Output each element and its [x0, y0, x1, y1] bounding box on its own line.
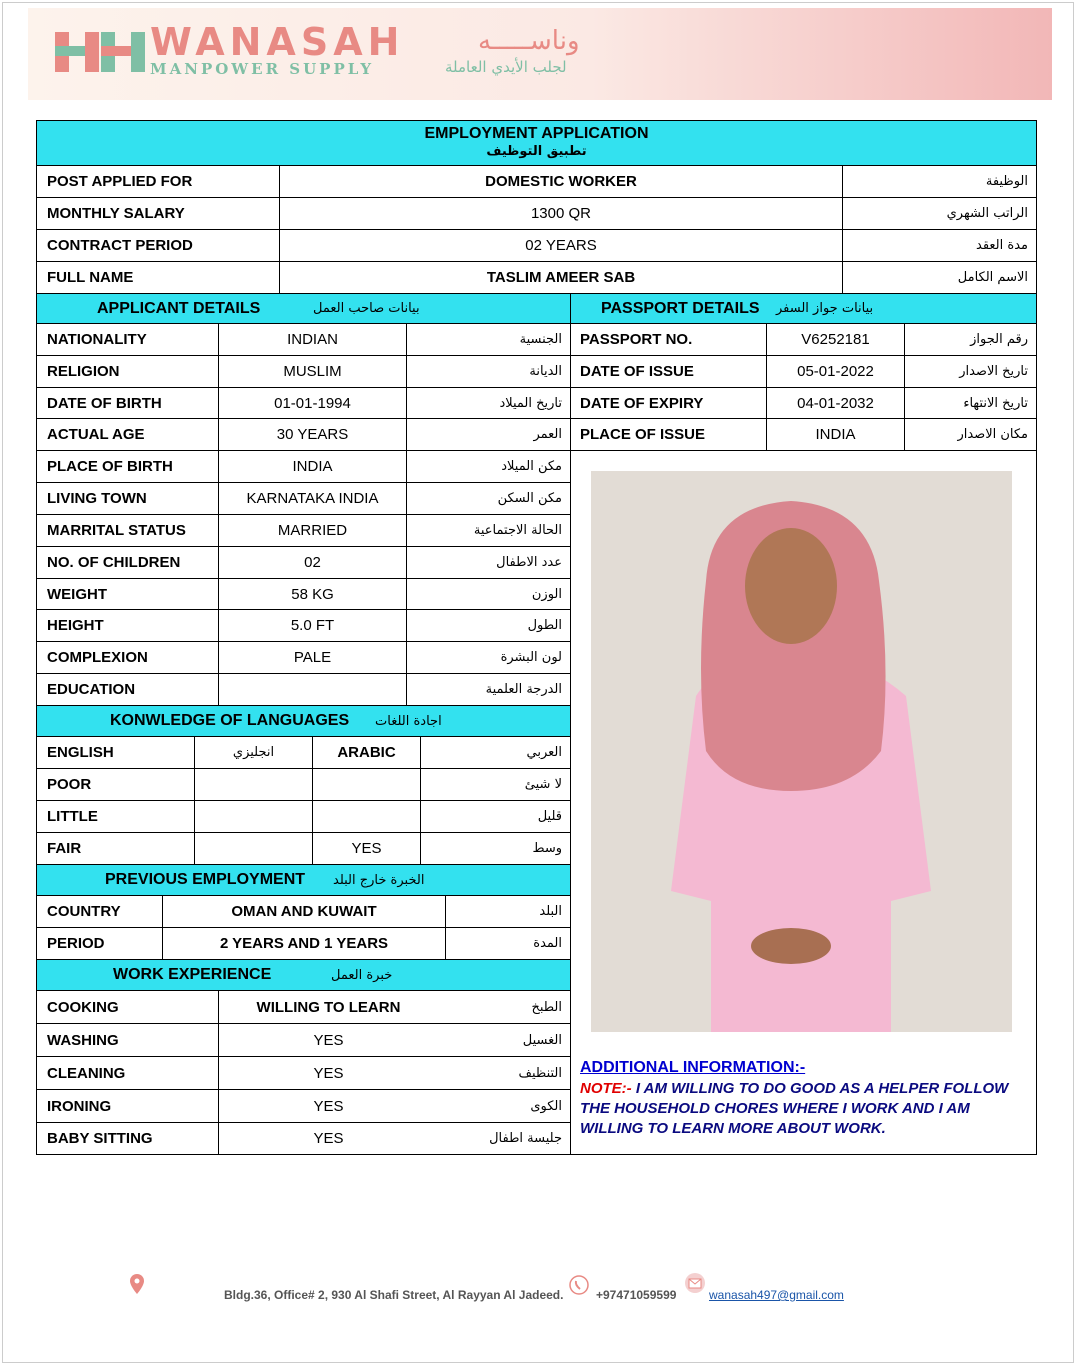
post-label: POST APPLIED FOR	[37, 165, 279, 197]
applicant-row-label: DATE OF BIRTH	[37, 387, 218, 418]
brand-tagline-en: MANPOWER SUPPLY	[150, 60, 375, 78]
brand-name-en: WANASAH	[150, 20, 405, 64]
form-title-en: EMPLOYMENT APPLICATION	[424, 125, 649, 142]
applicant-row-label: COMPLEXION	[37, 641, 218, 673]
lang-row-arabic	[312, 800, 420, 832]
applicant-title-ar: بيانات صاحب العمل	[313, 301, 420, 316]
passport-header	[570, 293, 1036, 323]
footer	[0, 1270, 1078, 1310]
experience-row-label: WASHING	[37, 1023, 218, 1056]
salary-ar: الراتب الشهري	[842, 197, 1036, 229]
previous-header	[37, 864, 570, 895]
languages-title-en: KONWLEDGE OF LANGUAGES	[110, 712, 350, 729]
brand-tagline-ar: لجلب الأيدي العاملة	[445, 58, 567, 76]
experience-row-value: YES	[218, 1023, 438, 1056]
passport-row-label: DATE OF ISSUE	[570, 355, 766, 387]
applicant-row-label: ACTUAL AGE	[37, 418, 218, 450]
applicant-row-ar: تاريخ الميلاد	[406, 387, 570, 418]
employment-form	[36, 120, 1037, 1155]
applicant-row-value: INDIAN	[218, 323, 406, 355]
previous-title-ar: الخبرة خارج البلد	[333, 872, 425, 888]
experience-row-label: BABY SITTING	[37, 1122, 218, 1154]
experience-title-en: WORK EXPERIENCE	[113, 966, 272, 983]
passport-row-value: 05-01-2022	[766, 355, 904, 387]
note-text: I AM WILLING TO DO GOOD AS A HELPER FOLLOW THE HOUSEHOLD CHORES WHERE I WORK AND I AM WILLING TO LEARN MORE ABOUT WORK.	[580, 1080, 1009, 1137]
applicant-row-ar: الوزن	[406, 578, 570, 609]
applicant-row-ar: لون البشرة	[406, 641, 570, 673]
contract-ar: مدة العقد	[842, 229, 1036, 261]
lang-arabic-ar: العربي	[420, 736, 570, 768]
experience-row-label: IRONING	[37, 1089, 218, 1122]
experience-row-label: CLEANING	[37, 1056, 218, 1089]
passport-row-ar: تاريخ الاصدار	[904, 355, 1036, 387]
lang-row-ar: قليل	[420, 800, 570, 832]
lang-row-arabic: YES	[312, 832, 420, 864]
lang-row-english	[194, 768, 312, 800]
lang-row-english	[194, 832, 312, 864]
passport-bottom-line	[570, 450, 1036, 451]
location-pin-icon	[129, 1274, 145, 1294]
applicant-row-label: NO. OF CHILDREN	[37, 546, 218, 578]
passport-row-ar: تاريخ الانتهاء	[904, 387, 1036, 418]
passport-row-ar: مكان الاصدار	[904, 418, 1036, 450]
applicant-row-ar: الطول	[406, 609, 570, 641]
applicant-photo-image	[591, 471, 1012, 1032]
applicant-row-ar: الجنسية	[406, 323, 570, 355]
experience-row-value: WILLING TO LEARN	[218, 990, 438, 1023]
languages-header	[37, 705, 570, 736]
passport-row-ar: رقم الجواز	[904, 323, 1036, 355]
applicant-row-ar: العمر	[406, 418, 570, 450]
applicant-row-value: 02	[218, 546, 406, 578]
applicant-row-label: RELIGION	[37, 355, 218, 387]
experience-row-ar: الطبخ	[438, 990, 570, 1023]
applicant-photo	[591, 471, 1012, 1032]
applicant-row-value: 01-01-1994	[218, 387, 406, 418]
passport-row-value: V6252181	[766, 323, 904, 355]
post-ar: الوظيفة	[842, 165, 1036, 197]
applicant-row-value: 30 YEARS	[218, 418, 406, 450]
applicant-header	[37, 293, 570, 323]
column-divider	[570, 323, 571, 1155]
applicant-row-ar: الديانة	[406, 355, 570, 387]
form-title-ar: تطبيق التوظيف	[486, 144, 587, 159]
previous-row-value: 2 YEARS AND 1 YEARS	[162, 927, 445, 959]
applicant-row-label: LIVING TOWN	[37, 482, 218, 514]
additional-info-title: ADDITIONAL INFORMATION:-	[580, 1059, 806, 1076]
passport-row-value: 04-01-2032	[766, 387, 904, 418]
footer-email[interactable]: wanasah497@gmail.com	[709, 1288, 844, 1302]
applicant-row-value: MARRIED	[218, 514, 406, 546]
form-title	[37, 121, 1036, 165]
languages-title-ar: اجادة اللغات	[375, 713, 442, 729]
experience-row-ar: جليسة اطفال	[438, 1122, 570, 1154]
passport-title-ar: بيانات جواز السفر	[776, 301, 874, 316]
lang-row-label: FAIR	[37, 832, 194, 864]
brand-name-ar: وناســـــه	[478, 26, 580, 56]
experience-title-ar: خبرة العمل	[331, 967, 393, 983]
previous-title-en: PREVIOUS EMPLOYMENT	[105, 871, 306, 888]
applicant-row-value: INDIA	[218, 450, 406, 482]
passport-title-en: PASSPORT DETAILS	[601, 299, 760, 317]
experience-row-label: COOKING	[37, 990, 218, 1023]
lang-row-label: LITTLE	[37, 800, 194, 832]
applicant-row-ar: الدرجة العلمية	[406, 673, 570, 705]
applicant-row-label: MARRITAL STATUS	[37, 514, 218, 546]
lang-row-arabic	[312, 768, 420, 800]
previous-row-label: PERIOD	[37, 927, 162, 959]
salary-value: 1300 QR	[279, 197, 842, 229]
applicant-row-value: KARNATAKA INDIA	[218, 482, 406, 514]
previous-row-value: OMAN AND KUWAIT	[162, 895, 445, 927]
lang-row-ar: لا شيئ	[420, 768, 570, 800]
lang-row-label: POOR	[37, 768, 194, 800]
experience-header	[37, 959, 570, 990]
applicant-row-value: 58 KG	[218, 578, 406, 609]
experience-row-value: YES	[218, 1056, 438, 1089]
applicant-row-ar: مكن الميلاد	[406, 450, 570, 482]
applicant-row-value: MUSLIM	[218, 355, 406, 387]
lang-english-label: ENGLISH	[37, 736, 194, 768]
applicant-row-value: PALE	[218, 641, 406, 673]
lang-english-ar: انجليزي	[194, 736, 312, 768]
note-label: NOTE:-	[580, 1080, 632, 1097]
salary-label: MONTHLY SALARY	[37, 197, 279, 229]
footer-phone[interactable]: +97471059599	[596, 1288, 677, 1302]
contract-value: 02 YEARS	[279, 229, 842, 261]
lang-arabic-label: ARABIC	[312, 736, 420, 768]
experience-row-value: YES	[218, 1122, 438, 1154]
name-label: FULL NAME	[37, 261, 279, 293]
applicant-row-value	[218, 673, 406, 705]
lang-row-english	[194, 800, 312, 832]
additional-info-note	[580, 1079, 1032, 1139]
experience-row-ar: التنظيف	[438, 1056, 570, 1089]
email-icon	[683, 1272, 707, 1294]
applicant-row-ar: مكن السكن	[406, 482, 570, 514]
experience-row-ar: الكوى	[438, 1089, 570, 1122]
applicant-row-label: NATIONALITY	[37, 323, 218, 355]
passport-row-label: DATE OF EXPIRY	[570, 387, 766, 418]
name-value: TASLIM AMEER SAB	[279, 261, 842, 293]
contract-label: CONTRACT PERIOD	[37, 229, 279, 261]
wanasah-logo-icon	[55, 28, 145, 73]
passport-row-label: PLACE OF ISSUE	[570, 418, 766, 450]
applicant-row-label: HEIGHT	[37, 609, 218, 641]
experience-row-ar: الغسيل	[438, 1023, 570, 1056]
previous-row-ar: البلد	[445, 895, 570, 927]
post-value: DOMESTIC WORKER	[279, 165, 842, 197]
applicant-row-ar: عدد الاطفال	[406, 546, 570, 578]
passport-row-value: INDIA	[766, 418, 904, 450]
applicant-row-value: 5.0 FT	[218, 609, 406, 641]
applicant-row-label: EDUCATION	[37, 673, 218, 705]
applicant-row-ar: الحالة الاجتماعية	[406, 514, 570, 546]
lang-row-ar: وسط	[420, 832, 570, 864]
experience-row-value: YES	[218, 1089, 438, 1122]
applicant-row-label: PLACE OF BIRTH	[37, 450, 218, 482]
previous-row-label: COUNTRY	[37, 895, 162, 927]
applicant-title-en: APPLICANT DETAILS	[97, 299, 261, 317]
passport-row-label: PASSPORT NO.	[570, 323, 766, 355]
phone-icon	[569, 1275, 589, 1295]
footer-address: Bldg.36, Office# 2, 930 Al Shafi Street, Al Rayyan Al Jadeed.	[224, 1288, 564, 1302]
applicant-row-label: WEIGHT	[37, 578, 218, 609]
name-ar: الاسم الكامل	[842, 261, 1036, 293]
previous-row-ar: المدة	[445, 927, 570, 959]
